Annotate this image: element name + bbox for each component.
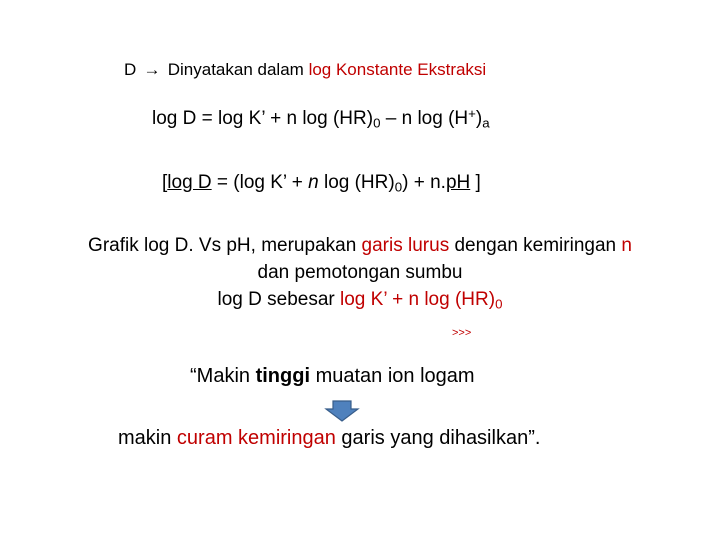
heading-highlight: log Konstante Ekstraksi [308,60,487,79]
quote2-c: garis yang dihasilkan”. [335,427,541,449]
paragraph-line-3 [0,286,720,313]
eq2-n: n [308,172,319,193]
quote-line-2 [118,427,540,450]
eq2-sub: 0 [394,179,403,195]
eq2-part3: ) + n. [402,172,446,193]
down-arrow-icon [324,400,360,422]
eq2-log-d: log D [167,172,212,193]
para-line3-b: log K’ + n log (HR) [340,289,496,310]
quote2-curam: curam kemiringan [176,427,336,449]
equation-1 [152,108,490,130]
equation-2 [162,172,481,194]
quote1-a: “Makin [190,365,256,387]
eq1-part2: – n log (H [380,108,469,129]
quote1-tinggi: tinggi [255,365,311,387]
para-line3-sub: 0 [495,296,503,312]
eq2-close: ] [470,172,481,193]
eq1-part1: log D = log K’ + n log (HR) [152,108,374,129]
eq2-open-bracket: [ [162,172,168,193]
eq1-sub1: 0 [373,115,381,131]
quote1-c: muatan ion logam [310,365,475,387]
eq2-part2: log (HR) [318,172,395,193]
more-link[interactable]: >>> [452,327,472,339]
para-n: n [621,235,632,256]
eq1-sub2: a [482,115,490,131]
d-symbol: D [124,60,137,79]
para-c: dengan kemiringan [449,235,622,256]
heading-text: Dinyatakan dalam [167,60,309,79]
eq1-part3: ) [475,108,483,129]
eq1-sup: + [468,106,476,122]
eq2-ph: pH [445,172,471,193]
quote-line-1 [190,365,475,388]
para-a: Grafik log D. Vs pH, merupakan [88,235,362,256]
para-garis-lurus: garis lurus [361,235,450,256]
para-line3-a: log D sebesar [217,289,341,310]
paragraph-line-1 [0,232,720,259]
right-arrow-icon: → [143,60,161,79]
eq2-part1: = (log K’ + [211,172,309,193]
heading-line [124,60,486,80]
quote2-a: makin [118,427,177,449]
explanation-paragraph [0,232,720,313]
paragraph-line-2: dan pemotongan sumbu [257,262,463,283]
